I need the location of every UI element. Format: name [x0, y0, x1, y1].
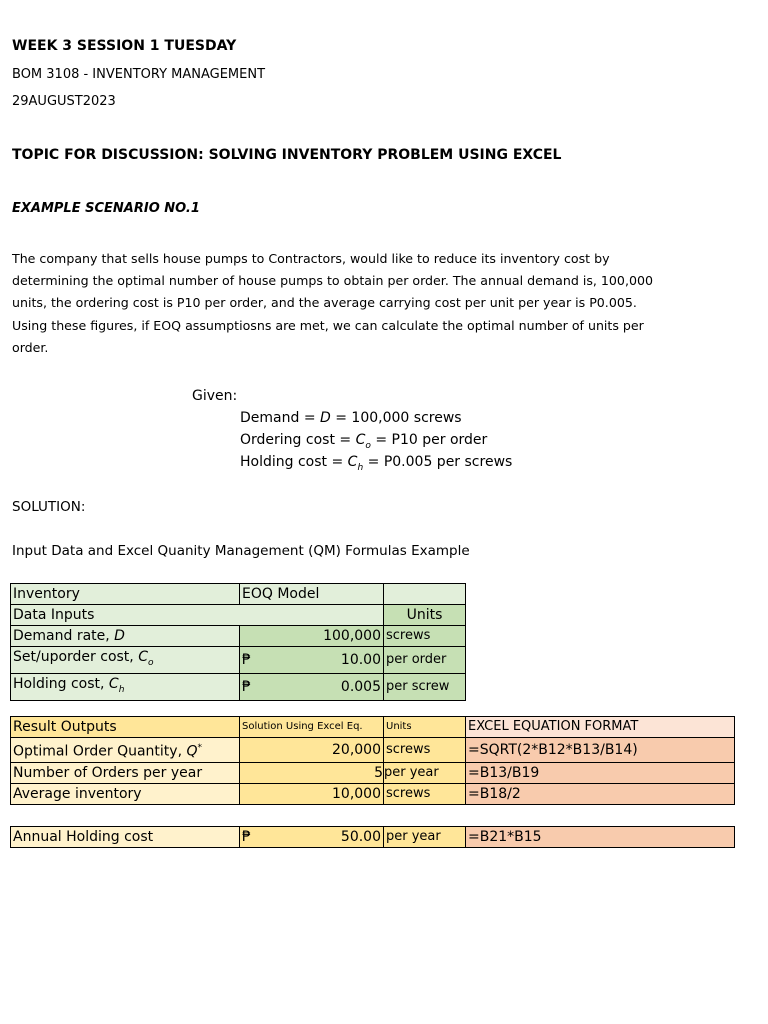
table-row [11, 647, 466, 674]
given-ordering-value: = P10 per order [370, 432, 488, 448]
optimal-label-text: Optimal Order Quantity, [13, 743, 187, 760]
document-title: WEEK 3 SESSION 1 TUESDAY [12, 38, 237, 54]
table-row [11, 738, 735, 763]
cell-optimal-unit[interactable]: screws [384, 738, 466, 763]
cell-solution-header[interactable]: Solution Using Excel Eq. [240, 717, 384, 738]
example-heading: EXAMPLE SCENARIO NO.1 [12, 201, 200, 216]
topic-heading: TOPIC FOR DISCUSSION: SOLVING INVENTORY PROBLEM USING EXCEL [12, 147, 562, 163]
holding-var: C [108, 675, 119, 692]
paragraph-line: The company that sells house pumps to Contractors, would like to reduce its inventory cost by [12, 251, 610, 266]
given-ordering-cost [240, 432, 487, 451]
cell-units-header[interactable]: Units [384, 717, 466, 738]
cell-holding-value[interactable] [240, 673, 384, 700]
cell-setup-value[interactable] [240, 647, 384, 674]
paragraph-line: determining the optimal number of house pumps to obtain per order. The annual demand is, 100,000 [12, 273, 653, 289]
optimal-var: Q [186, 743, 198, 760]
document-date: 29AUGUST2023 [12, 94, 116, 109]
cell-holding-unit[interactable]: per screw [384, 673, 466, 700]
holding-sub: h [118, 684, 125, 695]
cell-annual-holding-label[interactable]: Annual Holding cost [11, 827, 240, 848]
setup-label-text: Set/uporder cost, [13, 649, 139, 665]
cell-demand-label[interactable] [11, 626, 240, 647]
given-holding-sub: h [357, 462, 364, 473]
cell-orders-unit[interactable]: per year [384, 762, 466, 783]
given-demand-text: Demand = [240, 410, 321, 426]
given-demand-value: = 100,000 screws [330, 410, 462, 426]
table-row [11, 762, 735, 783]
cell-demand-unit[interactable]: screws [384, 626, 466, 647]
input-data-title: Input Data and Excel Quanity Management (QM) Formulas Example [12, 543, 470, 559]
paragraph-line: units, the ordering cost is P10 per order, and the average carrying cost per unit per year is P0.005. [12, 295, 637, 311]
setup-var: C [138, 649, 148, 665]
cell-optimal-formula[interactable]: =SQRT(2*B12*B13/B14) [466, 738, 735, 763]
table-row [11, 626, 466, 647]
cell-orders-value[interactable]: 5 [240, 762, 384, 783]
given-demand-var: D [320, 410, 331, 426]
demand-label-text: Demand rate, [13, 628, 115, 644]
cell-avg-inventory-value[interactable]: 10,000 [240, 783, 384, 804]
course-name: BOM 3108 - INVENTORY MANAGEMENT [12, 67, 266, 82]
cell-optimal-value[interactable]: 20,000 [240, 738, 384, 763]
cell-empty[interactable] [384, 584, 466, 605]
given-ordering-var: C [355, 432, 366, 448]
cell-annual-holding-formula[interactable]: =B21*B15 [466, 827, 735, 848]
holding-label-text: Holding cost, [13, 675, 109, 692]
currency-symbol: ₱ [242, 651, 251, 668]
cell-orders-label[interactable]: Number of Orders per year [11, 762, 240, 783]
annual-holding-value: 50.00 [340, 829, 381, 845]
table-row [11, 827, 735, 848]
currency-symbol: ₱ [242, 678, 251, 695]
inputs-table [10, 583, 466, 701]
cell-setup-label[interactable] [11, 647, 240, 674]
outputs-table [10, 716, 735, 805]
holding-value: 0.005 [340, 678, 381, 695]
given-holding-value: = P0.005 per screws [363, 454, 513, 470]
cell-result-outputs[interactable]: Result Outputs [11, 717, 240, 738]
cell-format-header[interactable]: EXCEL EQUATION FORMAT [466, 717, 735, 738]
given-holding-var: C [347, 454, 358, 470]
cell-orders-formula[interactable]: =B13/B19 [466, 762, 735, 783]
cell-annual-holding-unit[interactable]: per year [384, 827, 466, 848]
paragraph-line: Using these figures, if EOQ assumptiosns are met, we can calculate the optimal number of units per [12, 317, 644, 333]
cell-avg-inventory-label[interactable]: Average inventory [11, 783, 240, 804]
solution-label: SOLUTION: [12, 499, 86, 515]
inputs-subheader-row [11, 605, 466, 626]
inputs-header-row [11, 584, 466, 605]
cell-inventory[interactable]: Inventory [11, 584, 240, 605]
given-label: Given: [192, 388, 238, 404]
cell-avg-inventory-unit[interactable]: screws [384, 783, 466, 804]
paragraph-line: order. [12, 339, 49, 355]
demand-var: D [114, 628, 125, 644]
holding-cost-table [10, 826, 735, 848]
cell-avg-inventory-formula[interactable]: =B18/2 [466, 783, 735, 804]
given-holding-cost [240, 454, 512, 473]
given-ordering-text: Ordering cost = [240, 432, 356, 448]
cell-setup-unit[interactable]: per order [384, 647, 466, 674]
scenario-paragraph [12, 248, 692, 359]
cell-annual-holding-value[interactable] [240, 827, 384, 848]
given-ordering-sub: o [365, 440, 371, 451]
demand-value: 100,000 [323, 628, 381, 644]
optimal-sup: * [197, 743, 203, 753]
setup-value: 10.00 [340, 651, 381, 668]
cell-data-inputs[interactable]: Data Inputs [11, 605, 384, 626]
given-demand [240, 410, 462, 426]
setup-sub: o [147, 657, 154, 668]
cell-eoq-model[interactable]: EOQ Model [240, 584, 384, 605]
table-row [11, 783, 735, 804]
currency-symbol: ₱ [242, 829, 251, 845]
cell-holding-label[interactable] [11, 673, 240, 700]
cell-demand-value[interactable] [240, 626, 384, 647]
given-holding-text: Holding cost = [240, 454, 348, 470]
cell-optimal-label[interactable] [11, 738, 240, 763]
table-row [11, 673, 466, 700]
cell-units-header[interactable]: Units [384, 605, 466, 626]
outputs-header-row [11, 717, 735, 738]
